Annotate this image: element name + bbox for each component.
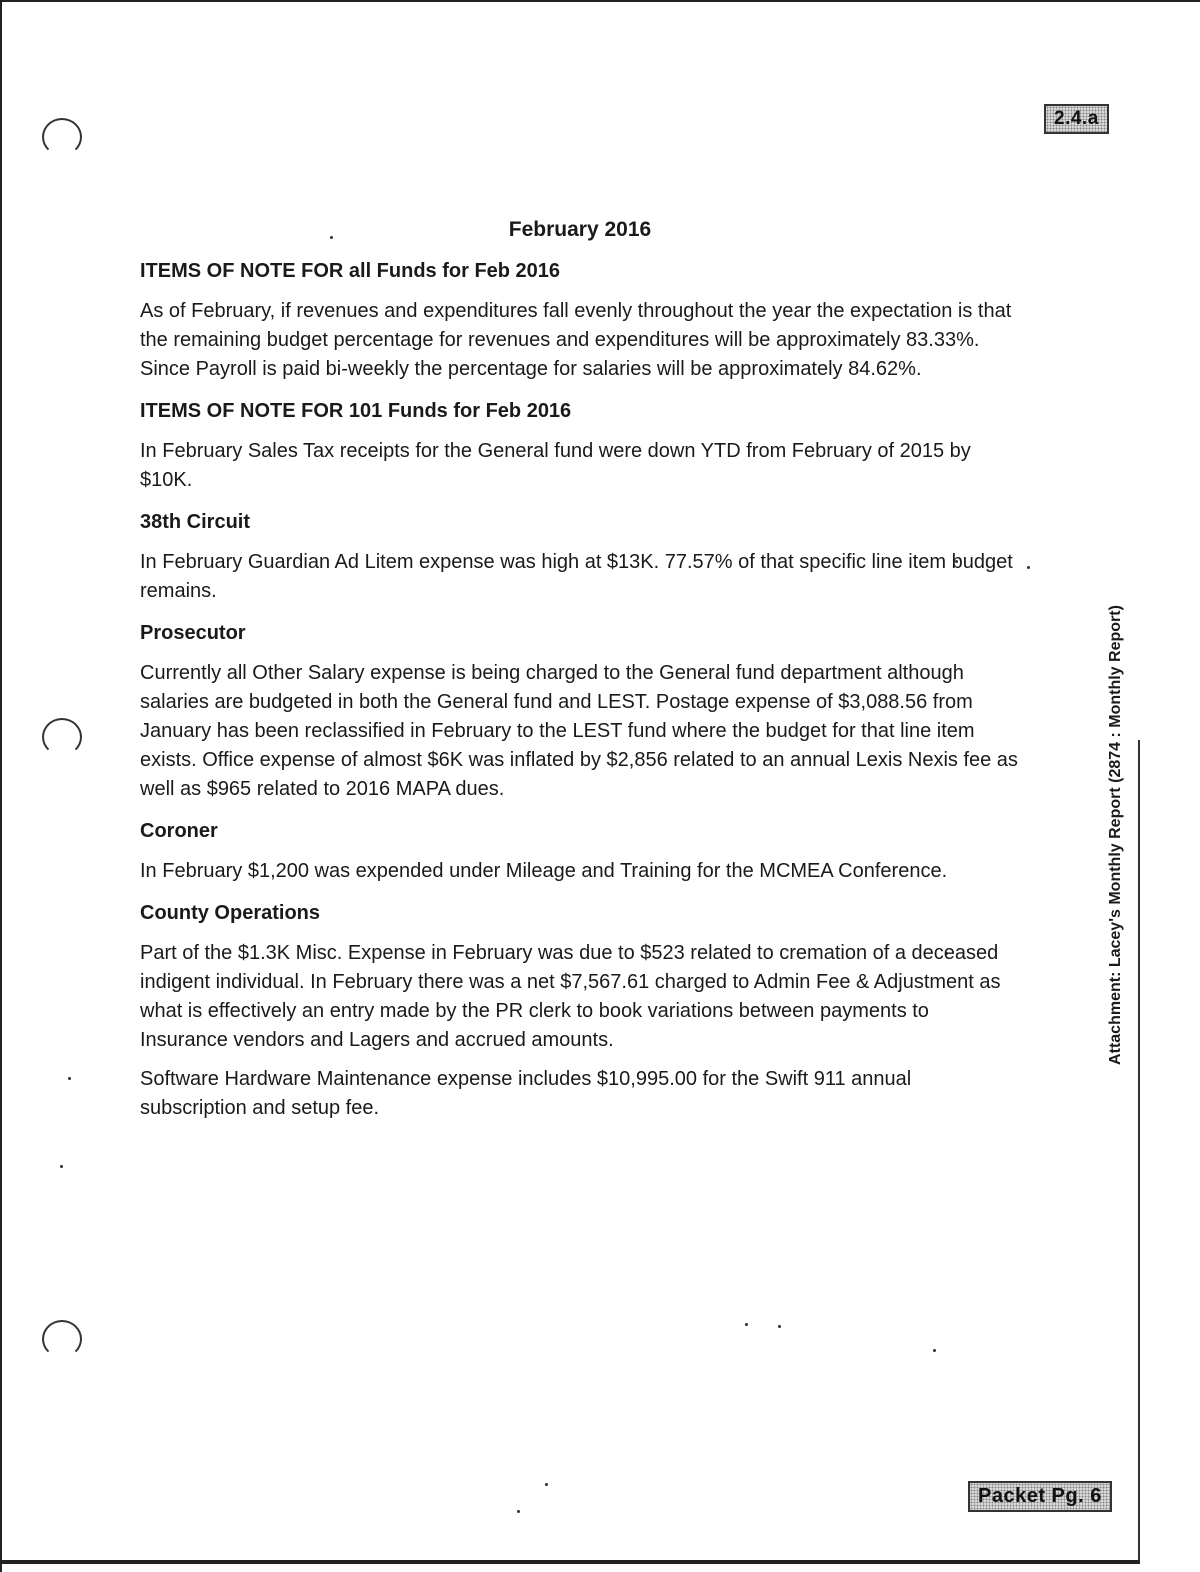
section-heading: Prosecutor <box>140 622 246 644</box>
section-paragraph: As of February, if revenues and expenditures fall evenly throughout the year the expectation is that the remaining budget percentage for revenues and expenditures will be approximately 83.33%. Since Payroll is paid bi-weekly the percentage for salaries will be approximately 84.62%. <box>140 300 1012 380</box>
section-101-funds <box>140 400 1020 495</box>
section-paragraph: In February Sales Tax receipts for the General fund were down YTD from February of 2015 by $10K. <box>140 440 971 491</box>
section-heading: ITEMS OF NOTE FOR 101 Funds for Feb 2016 <box>140 400 572 422</box>
scan-speck <box>933 1349 936 1352</box>
packet-page-badge: Packet Pg. 6 <box>968 1481 1112 1512</box>
section-coroner <box>140 820 1020 886</box>
section-38th-circuit <box>140 511 1020 606</box>
section-paragraph: In February $1,200 was expended under Mileage and Training for the MCMEA Conference. <box>140 860 948 882</box>
section-paragraph: Part of the $1.3K Misc. Expense in February was due to $523 related to cremation of a deceased indigent individual. In February there was a net $7,567.61 charged to Admin Fee & Adjustment as what is effectively an entry made by the PR clerk to book variations between payments to Insurance vendors and Lagers and accrued amounts. <box>140 942 1001 1051</box>
section-prosecutor <box>140 622 1020 804</box>
scan-speck <box>745 1323 748 1326</box>
attachment-side-label: Attachment: Lacey's Monthly Report (2874 : Monthly Report) <box>1107 605 1124 1065</box>
section-heading: 38th Circuit <box>140 511 251 533</box>
scan-speck <box>545 1483 548 1486</box>
section-paragraph: Software Hardware Maintenance expense includes $10,995.00 for the Swift 911 annual subscription and setup fee. <box>140 1068 912 1119</box>
scan-speck <box>778 1325 781 1328</box>
section-heading: County Operations <box>140 902 321 924</box>
scan-bottom-border <box>0 1560 1140 1564</box>
punch-hole-icon <box>42 718 82 756</box>
section-paragraph: In February Guardian Ad Litem expense was high at $13K. 77.57% of that specific line item budget remains. <box>140 551 1013 602</box>
scan-speck <box>1027 566 1030 569</box>
agenda-item-badge: 2.4.a <box>1044 104 1109 134</box>
section-paragraph: Currently all Other Salary expense is being charged to the General fund department although salaries are budgeted in both the General fund and LEST. Postage expense of $3,088.56 from January has been reclassified in February to the LEST fund where the budget for that line item exists. Office expense of almost $6K was inflated by $2,856 related to an annual Lexis Nexis fee as well as $965 related to 2016 MAPA dues. <box>140 662 1018 800</box>
section-all-funds <box>140 260 1020 384</box>
scan-speck <box>517 1510 520 1513</box>
section-county-operations <box>140 902 1020 1123</box>
punch-hole-icon <box>42 1320 82 1358</box>
section-heading: Coroner <box>140 820 218 842</box>
document-title: February 2016 <box>508 218 652 241</box>
scan-top-border <box>0 0 1200 2</box>
scan-speck <box>68 1077 71 1080</box>
scan-left-border <box>0 0 2 1572</box>
document-body <box>140 210 1020 1133</box>
scan-right-border <box>1138 740 1140 1560</box>
scan-speck <box>60 1165 63 1168</box>
section-heading: ITEMS OF NOTE FOR all Funds for Feb 2016 <box>140 260 561 282</box>
punch-hole-icon <box>42 118 82 156</box>
